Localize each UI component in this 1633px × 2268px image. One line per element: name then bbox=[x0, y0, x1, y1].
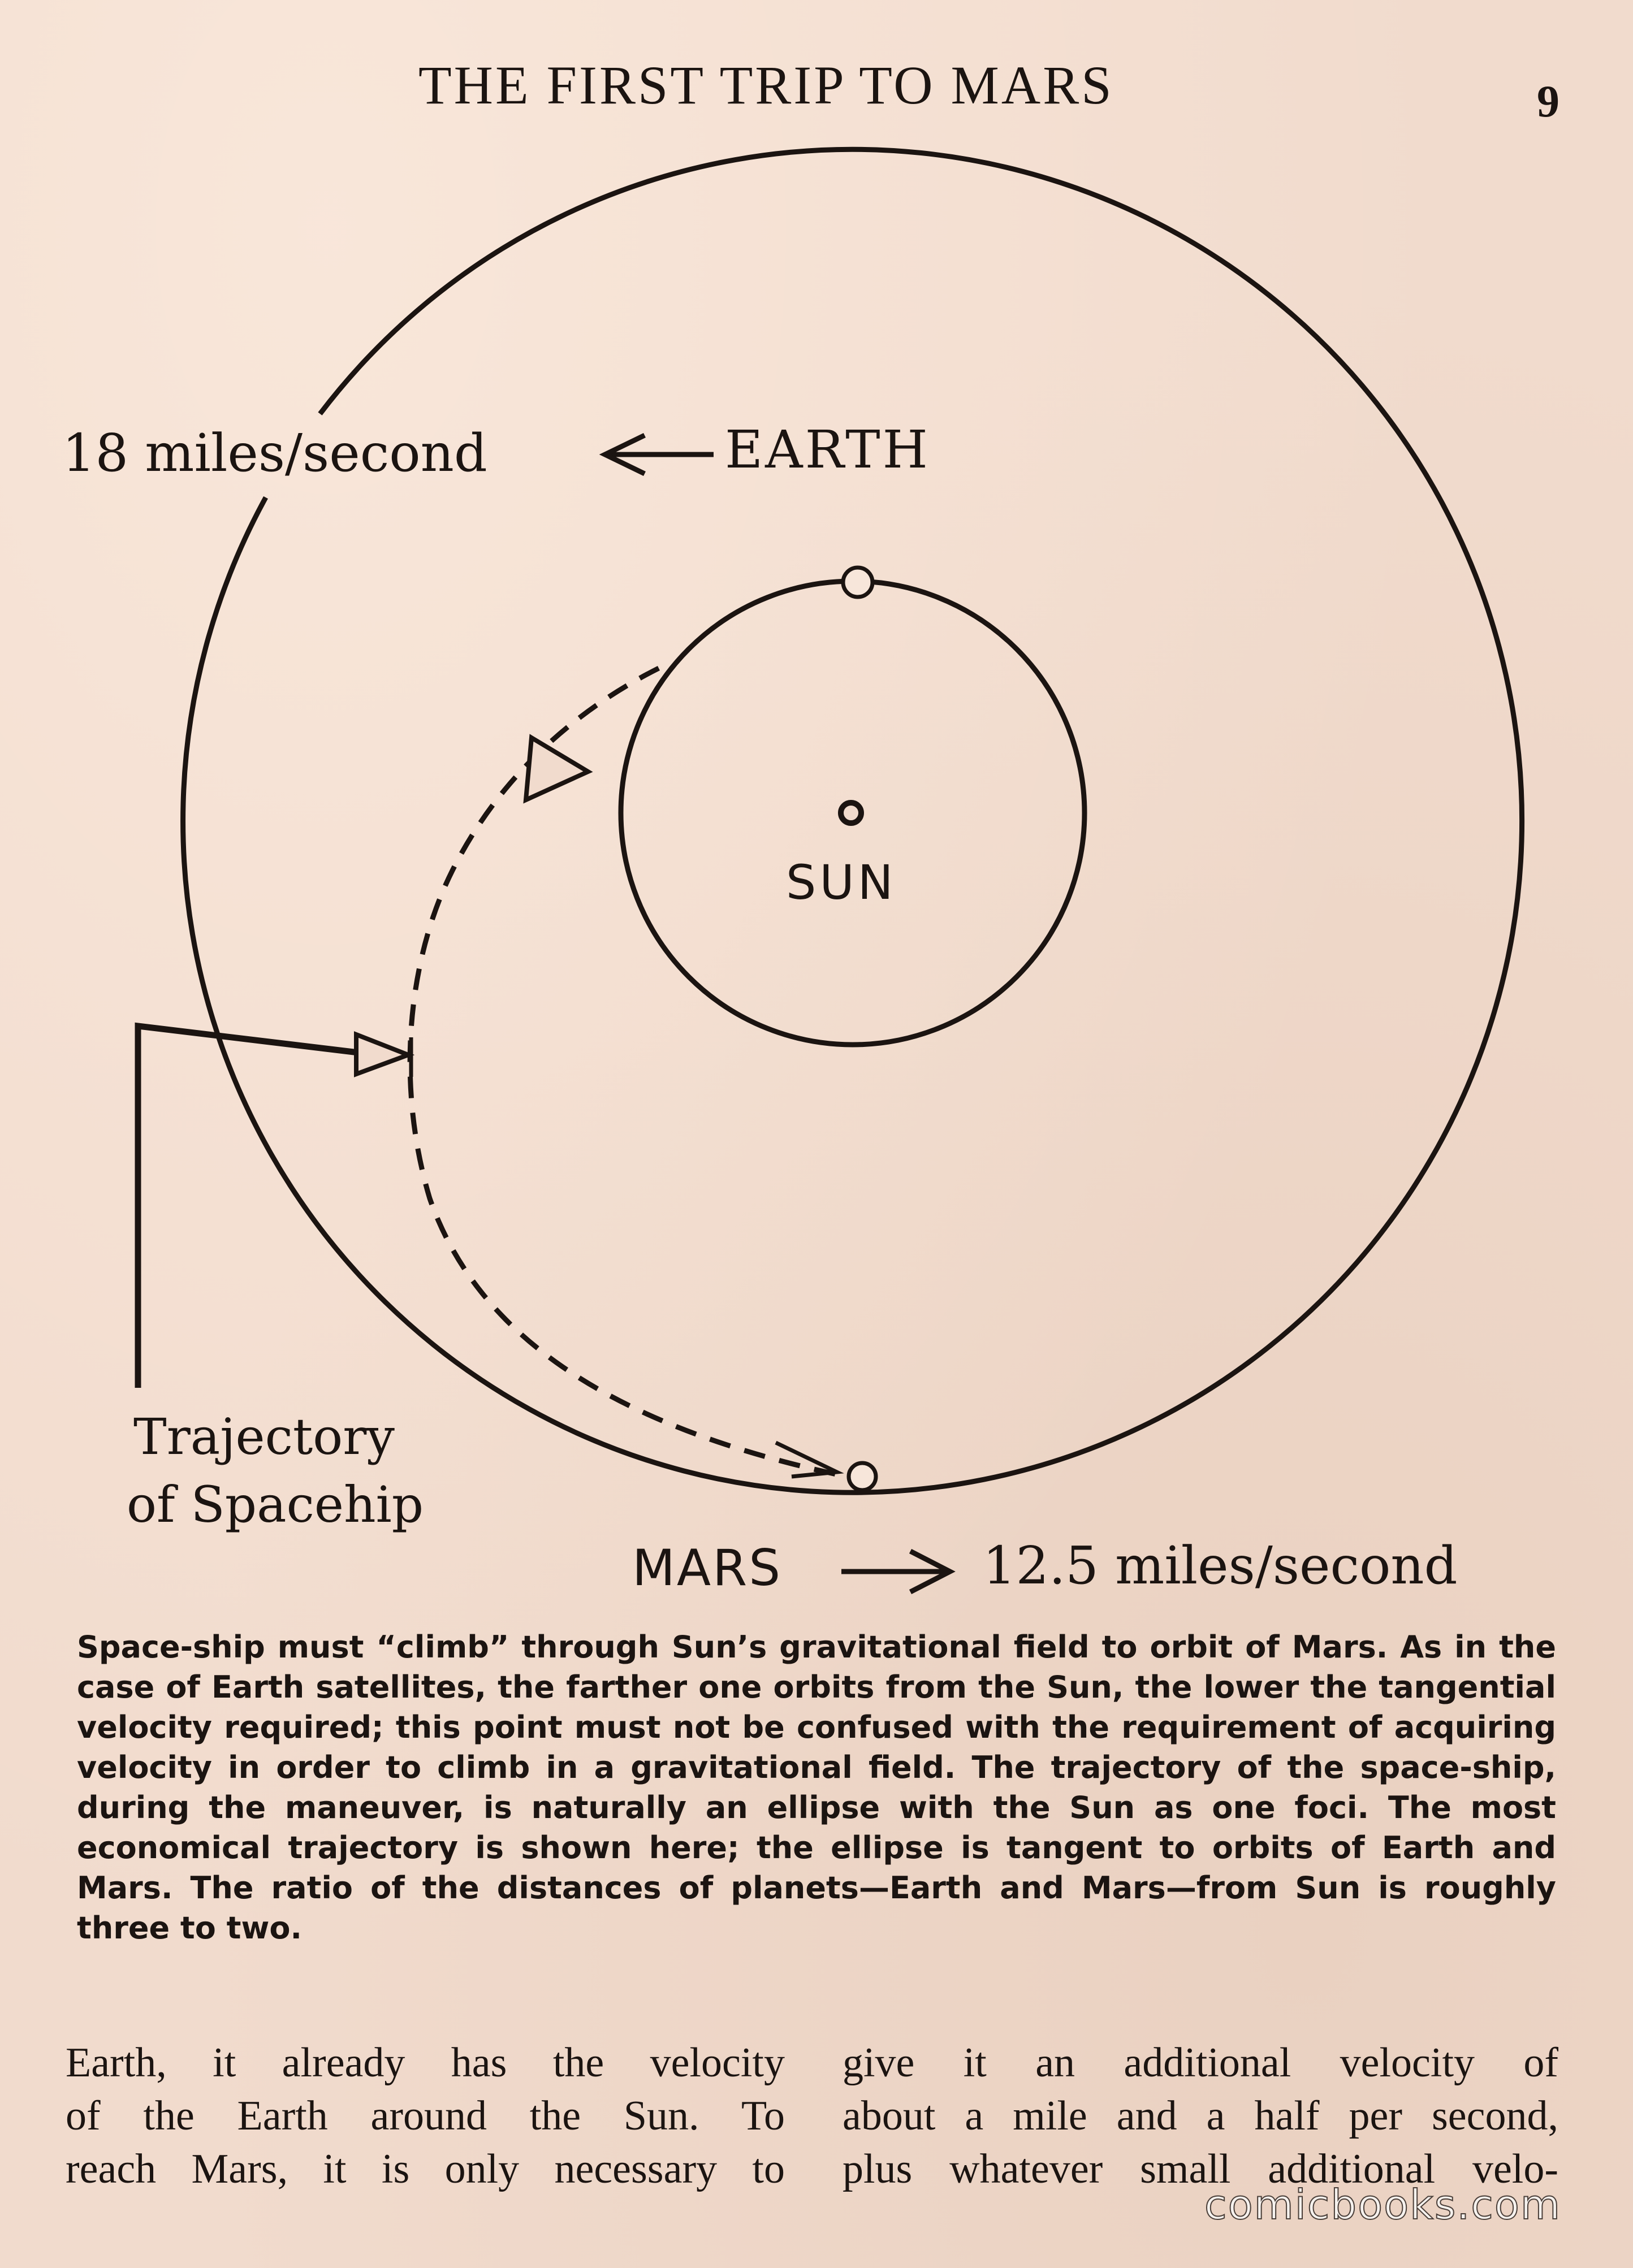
trajectory-pointer-arrowhead bbox=[356, 1035, 408, 1074]
page-number: 9 bbox=[1537, 77, 1559, 127]
mars-speed-label: 12.5 miles/second bbox=[983, 1535, 1458, 1596]
spaceship-trajectory bbox=[410, 668, 847, 1477]
page-title: THE FIRST TRIP TO MARS bbox=[418, 55, 1114, 115]
body-text-line: Earth, it already has the velocity bbox=[66, 2040, 785, 2086]
body-column-left bbox=[66, 2036, 785, 2196]
watermark: comicbooks.com bbox=[1204, 2181, 1562, 2228]
trajectory-direction-arrow bbox=[526, 738, 588, 800]
mars-position-marker bbox=[849, 1463, 876, 1490]
body-text-line: about a mile and a half per second, bbox=[843, 2093, 1558, 2139]
mars-label: MARS bbox=[632, 1539, 783, 1597]
body-column-right bbox=[843, 2036, 1558, 2196]
trajectory-label-line1: Trajectory bbox=[133, 1408, 395, 1466]
sun-label: SUN bbox=[786, 855, 897, 910]
figure-caption: Space-ship must “climb” through Sun’s gravitational field to orbit of Mars. As in the case of Earth satellites, the farther one orbits from the Sun, the lower the tangential velocity required; this point must not be confused with the requirement of acquiring velocity in order to climb in a gravitational field. The trajectory of the space-ship, during the maneuver, is naturally an ellipse with the Sun as one foci. The most economical trajectory is shown here; the ellipse is tangent to orbits of Earth and Mars. The ratio of the distances of planets—Earth and Mars—from Sun is roughly three to two. bbox=[77, 1629, 1556, 1946]
body-text-line: reach Mars, it is only necessary to bbox=[66, 2146, 785, 2192]
trajectory-label-line2: of Spacehip bbox=[127, 1475, 424, 1534]
trajectory-pointer-line bbox=[138, 1026, 358, 1388]
body-text-line: of the Earth around the Sun. To bbox=[66, 2093, 785, 2139]
body-text-line: plus whatever small additional velo- bbox=[843, 2146, 1558, 2192]
earth-speed-label: 18 miles/second bbox=[62, 423, 487, 483]
sun-marker bbox=[841, 803, 861, 823]
body-text-line: give it an additional velocity of bbox=[843, 2040, 1558, 2086]
earth-label: EARTH bbox=[725, 419, 930, 480]
earth-position-marker bbox=[843, 568, 872, 597]
